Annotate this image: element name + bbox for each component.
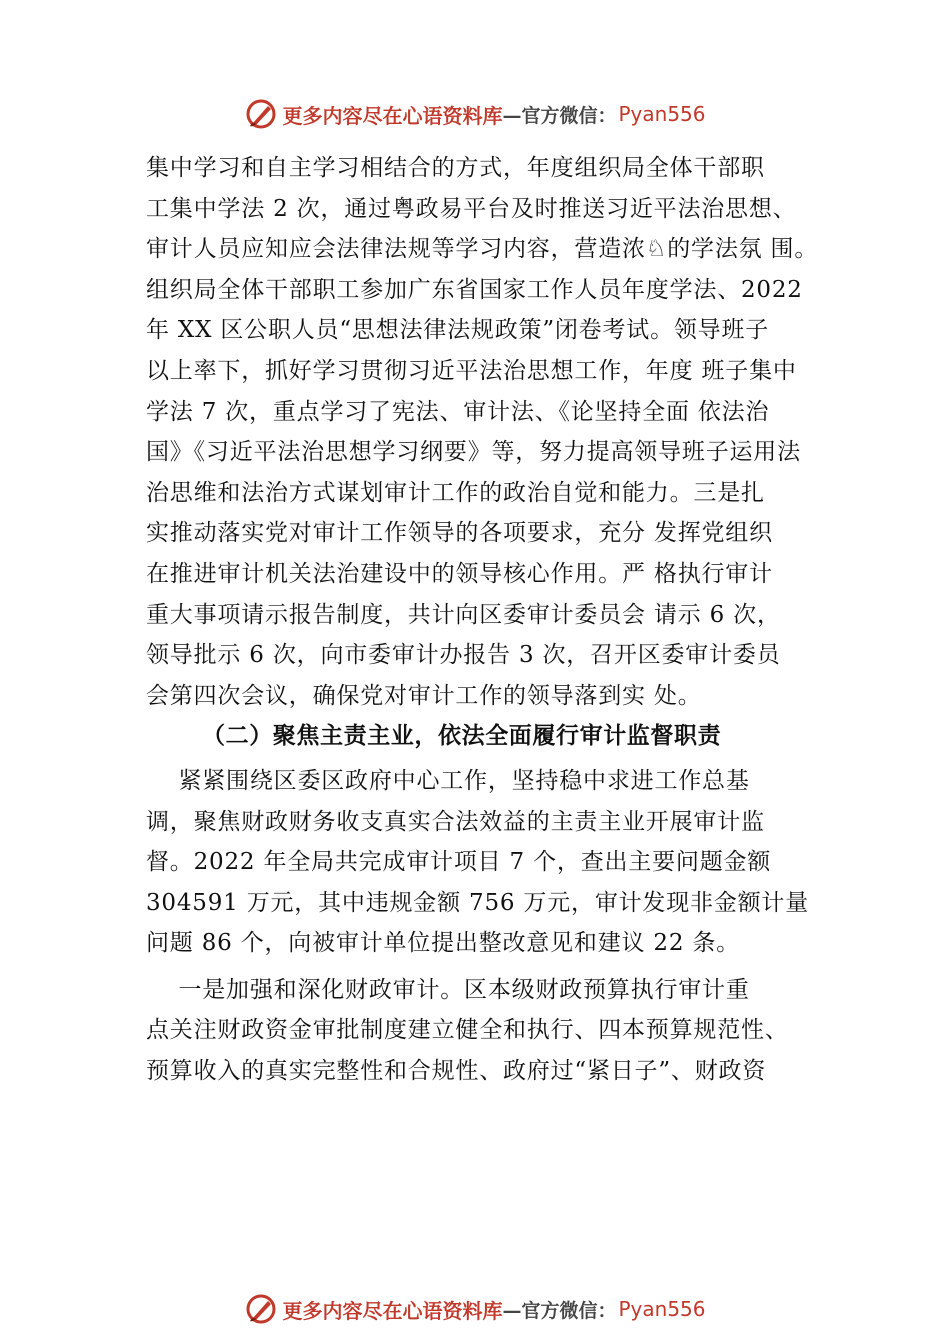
banner-brand-text: 更多内容尽在心语资料库	[282, 103, 503, 128]
text-line: 组织局全体干部职工参加广东省国家工作人员年度学法、2022	[146, 276, 803, 303]
text-line: 问题 86 个，向被审计单位提出整改意见和建议 22 条。	[146, 930, 740, 957]
text-line: 预算收入的真实完整性和合规性、政府过“紧日子”、财政资	[146, 1058, 767, 1085]
text-line: 工集中学法 2 次，通过粤政易平台及时推送习近平法治思想、	[146, 195, 797, 222]
text-line: 实推动落实党对审计工作领导的各项要求，充分 发挥党组织	[146, 520, 773, 547]
text-line: 一是加强和深化财政审计。区本级财政预算执行审计重	[146, 976, 750, 1003]
paragraph-2	[146, 761, 846, 964]
text-line: 304591 万元，其中违规金额 756 万元，审计发现非金额计量	[146, 889, 810, 916]
text-line: 治思维和法治方式谋划审计工作的政治自觉和能力。三是扎	[146, 479, 765, 506]
document-body	[146, 148, 846, 1092]
text-line: 调，聚焦财政财务收支真实合法效益的主责主业开展审计监	[146, 808, 765, 835]
text-line: 点关注财政资金审批制度建立健全和执行、四本预算规范性、	[146, 1017, 789, 1044]
brush-logo-icon	[244, 1292, 278, 1326]
banner-wechat-label: —官方微信：	[502, 104, 617, 127]
text-line: 年 XX 区公职人员“思想法律法规政策”闭卷考试。领导班子	[146, 317, 770, 344]
text-line: 学法 7 次，重点学习了宪法、审计法、《论坚持全面 依法治	[146, 398, 770, 425]
text-line: 会第四次会议，确保党对审计工作的领导落到实 处。	[146, 682, 702, 709]
text-line: 领导批示 6 次，向市委审计办报告 3 次，召开区委审计委员	[146, 642, 781, 669]
paragraph-1	[146, 148, 846, 716]
banner-wechat-code: Pyan556	[618, 1297, 706, 1321]
section-heading: （二）聚焦主责主业，依法全面履行审计监督职责	[202, 722, 722, 750]
footer-banner	[0, 1289, 950, 1329]
text-line: 在推进审计机关法治建设中的领导核心作用。严 格执行审计	[146, 560, 773, 587]
text-line: 督。2022 年全局共完成审计项目 7 个，查出主要问题金额	[146, 849, 772, 876]
text-line: 重大事项请示报告制度，共计向区委审计委员会 请示 6 次，	[146, 601, 781, 628]
banner-wechat-label: —官方微信：	[502, 1299, 617, 1322]
text-line: 紧紧围绕区委区政府中心工作，坚持稳中求进工作总基	[146, 767, 750, 794]
text-line: 审计人员应知应会法律法规等学习内容，营造浓♘的学法氛 围。	[146, 236, 819, 263]
header-banner	[0, 94, 950, 134]
banner-brand-text: 更多内容尽在心语资料库	[282, 1298, 503, 1323]
text-line: 以上率下，抓好学习贯彻习近平法治思想工作，年度 班子集中	[146, 357, 797, 384]
banner-wechat-code: Pyan556	[618, 102, 706, 126]
text-line: 国》《习近平法治思想学习纲要》等，努力提高领导班子运用法	[146, 439, 801, 466]
paragraph-3	[146, 970, 846, 1092]
text-line: 集中学习和自主学习相结合的方式，年度组织局全体干部职	[146, 155, 765, 181]
brush-logo-icon	[244, 97, 278, 131]
